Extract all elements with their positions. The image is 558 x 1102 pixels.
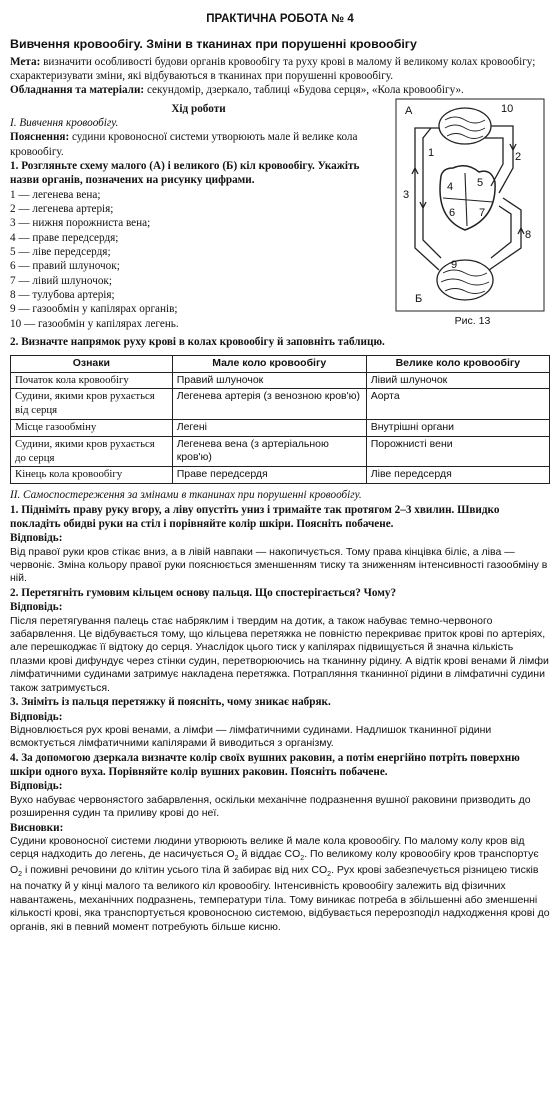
label-5: 5 <box>477 176 484 189</box>
subscript: 2 <box>234 855 239 863</box>
heart-shape <box>440 165 495 229</box>
conclusions-part: і поживні речовини до клітин усього тіла й забирає від них CO <box>22 864 328 877</box>
circulation-diagram <box>395 98 545 313</box>
table-cell: Судини, якими кров рухається від серця <box>11 389 173 420</box>
lung-capillaries-shape <box>439 108 491 144</box>
label-7: 7 <box>479 206 486 219</box>
table-cell: Кінець кола кровообігу <box>11 467 173 484</box>
label-2: 2 <box>515 150 522 163</box>
table-cell: Внутрішні органи <box>366 420 549 437</box>
answer-3: Відновлюється рух крові венами, а лімфи — лімфатичними судинами. Надлишок тканинної рідини всмоктується лімфатичними капілярами й виводиться з організму. <box>10 723 492 750</box>
legend-item: 10 — газообмін у капілярах легень. <box>10 317 179 330</box>
page-header: ПРАКТИЧНА РОБОТА № 4 <box>206 13 354 25</box>
task1-text: 1. Розгляньте схему малого (А) і великого (Б) кіл кровообігу. Укажіть назви органів, позначених на рисунку цифрами. <box>10 159 360 187</box>
legend-item: 4 — праве передсердя; <box>10 231 119 244</box>
answer-label: Відповідь: <box>10 780 63 793</box>
table-row <box>11 389 550 420</box>
question-1: 1. Підніміть праву руку вгору, а ліву опустіть униз і тримайте так протягом 2–3 хвилин. Швидко покладіть обидві руки на стіл і порівняйте колір шкіри. Поясніть побачене. <box>10 503 500 530</box>
table-row <box>11 436 550 467</box>
answer-label: Відповідь: <box>10 710 63 723</box>
task-column <box>10 98 395 331</box>
answer-2: Після перетягування палець стає набряклим і твердим на дотик, а також набуває темно-червоного забарвлення. Це відбувається тому, що кільцева перетяжка не повністю перекриває приток крові по артеріях, але перешкоджає її відтоку до серця. Унаслідок цього тиск у капілярах підвищується й значна кількість плазми крові дифундує через стінки судин, перетворюючись на тканинну рідину. А відтік крові венами й лімфи лімфатичними судинами затримує накладена перетяжка. Потрапляння тканинної рідини в лімфатичні судини також затримується. <box>10 614 549 694</box>
task-figure-row <box>10 98 550 331</box>
table-row <box>11 420 550 437</box>
table-cell: Легені <box>172 420 366 437</box>
table-cell: Праве передсердя <box>172 467 366 484</box>
legend-item: 1 — легенева вена; <box>10 188 101 201</box>
table-row <box>11 467 550 484</box>
subscript: 2 <box>300 855 305 863</box>
conclusions-text <box>10 835 550 934</box>
explanation-paragraph <box>10 130 387 159</box>
equipment-text: секундомір, дзеркало, таблиці «Будова серця», «Кола кровообігу». <box>146 84 464 97</box>
task2-text: 2. Визначте напрямок руху крові в колах кровообігу й заповніть таблицю. <box>10 335 385 348</box>
table-cell: Початок кола кровообігу <box>11 372 173 389</box>
goal-text: визначити особливості будови органів кровообігу та руху крові в малому й великому колах кровообігу; схарактеризувати зміни, які відбуваються в тканинах при порушенні кровообігу. <box>10 55 536 82</box>
table-cell: Порожнисті вени <box>366 436 549 467</box>
legend-item: 9 — газообмін у капілярах органів; <box>10 303 178 316</box>
table-cell: Легенева артерія (з венозною кров'ю) <box>172 389 366 420</box>
legend-item: 6 — правий шлуночок; <box>10 260 120 273</box>
table-cell: Місце газообміну <box>11 420 173 437</box>
answer-label: Відповідь: <box>10 532 63 545</box>
table-row <box>11 372 550 389</box>
equipment-paragraph <box>10 83 550 97</box>
legend-item: 2 — легенева артерія; <box>10 202 114 215</box>
answer-4: Вухо набуває червонястого забарвлення, оскільки механічне подразнення вушної раковини призводить до розширення судин та приливу крові до неї. <box>10 793 531 820</box>
course-title: Хід роботи <box>171 102 226 115</box>
conclusions-label: Висновки: <box>10 821 64 834</box>
circulation-table <box>10 355 550 484</box>
legend-item: 5 — ліве передсердя; <box>10 245 111 258</box>
table-header-cell: Ознаки <box>11 356 173 372</box>
label-10: 10 <box>501 102 514 115</box>
legend-item: 7 — лівий шлуночок; <box>10 274 112 287</box>
goal-label: Мета: <box>10 55 41 68</box>
label-a: А <box>405 104 413 117</box>
legend-item: 3 — нижня порожниста вена; <box>10 217 151 230</box>
legend-item: 8 — тулубова артерія; <box>10 288 115 301</box>
figure-caption: Рис. 13 <box>454 314 491 327</box>
goal-paragraph <box>10 55 550 84</box>
question-3: 3. Зніміть із пальця перетяжку й поясніть, чому зникає набряк. <box>10 696 331 709</box>
question-4: 4. За допомогою дзеркала визначте колір своїх вушних раковин, а потім енергійно потріть поверхню шкіри одного вуха. Порівняйте колір вушних раковин. Поясніть побачене. <box>10 751 520 779</box>
explanation-text: судини кровоносної системи утворюють мале й велике кола кровообігу. <box>10 131 358 158</box>
table-cell: Судини, якими кров рухається до серця <box>11 436 173 467</box>
label-b: Б <box>415 292 423 305</box>
conclusions-part: й віддає CO <box>238 848 301 861</box>
table-cell: Лівий шлуночок <box>366 372 549 389</box>
label-4: 4 <box>447 180 454 193</box>
answer-label: Відповідь: <box>10 601 63 614</box>
table-header-cell: Мале коло кровообігу <box>172 356 366 372</box>
part2-title: ІІ. Самоспостереження за змінами в тканинах при порушенні кровообігу. <box>10 489 362 502</box>
circulation-figure <box>395 98 550 328</box>
label-3: 3 <box>403 188 410 201</box>
question-2: 2. Перетягніть гумовим кільцем основу пальця. Що спостерігається? Чому? <box>10 586 397 599</box>
conclusions-part: Судини кровоносної системи людини утворюють велике й мале кола кровообігу. По малому колу кров від серця надходить до легень, де насичується O <box>10 834 525 861</box>
conclusions-part: . По великому колу кровообігу кров транспортує O <box>10 848 539 877</box>
conclusions-part: . Рух крові забезпечується різницею тисків на початку й у кінці малого та великого кіл кровообігу. Інтенсивність кровообігу залежить від фізичних навантажень, механічних подразнень, температури тіла. Тому виникає потреба в збільшенні або зменшенні кількості крові, яка транспортується кровоносною системою, відбувається перерозподіл надходження крові до органів, які в певний момент потребують більше кисню. <box>10 864 550 933</box>
table-header-row <box>11 356 550 372</box>
label-6: 6 <box>449 206 456 219</box>
label-1: 1 <box>428 146 435 159</box>
table-header-cell: Велике коло кровообігу <box>366 356 549 372</box>
subscript: 2 <box>18 871 23 879</box>
table-cell: Аорта <box>366 389 549 420</box>
legend-list <box>10 188 387 331</box>
answer-1: Від правої руки кров стікає вниз, а в лівій навпаки — накопичується. Тому права кінцівка біліє, а ліва — червоніє. Зміна кольору правої руки пояснюється зменшенням тиску та зниженням інтенсивності газообміну в ній. <box>10 545 548 585</box>
part1-title: І. Вивчення кровообігу. <box>10 116 119 129</box>
label-8: 8 <box>525 228 532 241</box>
explanation-label: Пояснення: <box>10 131 70 144</box>
label-9: 9 <box>451 258 458 271</box>
page-title: Вивчення кровообігу. Зміни в тканинах при порушенні кровообігу <box>10 36 417 51</box>
equipment-label: Обладнання та матеріали: <box>10 84 145 97</box>
table-cell: Легенева вена (з артеріальною кров'ю) <box>172 436 366 467</box>
subscript: 2 <box>327 871 332 879</box>
table-cell: Правий шлуночок <box>172 372 366 389</box>
table-cell: Ліве передсердя <box>366 467 549 484</box>
